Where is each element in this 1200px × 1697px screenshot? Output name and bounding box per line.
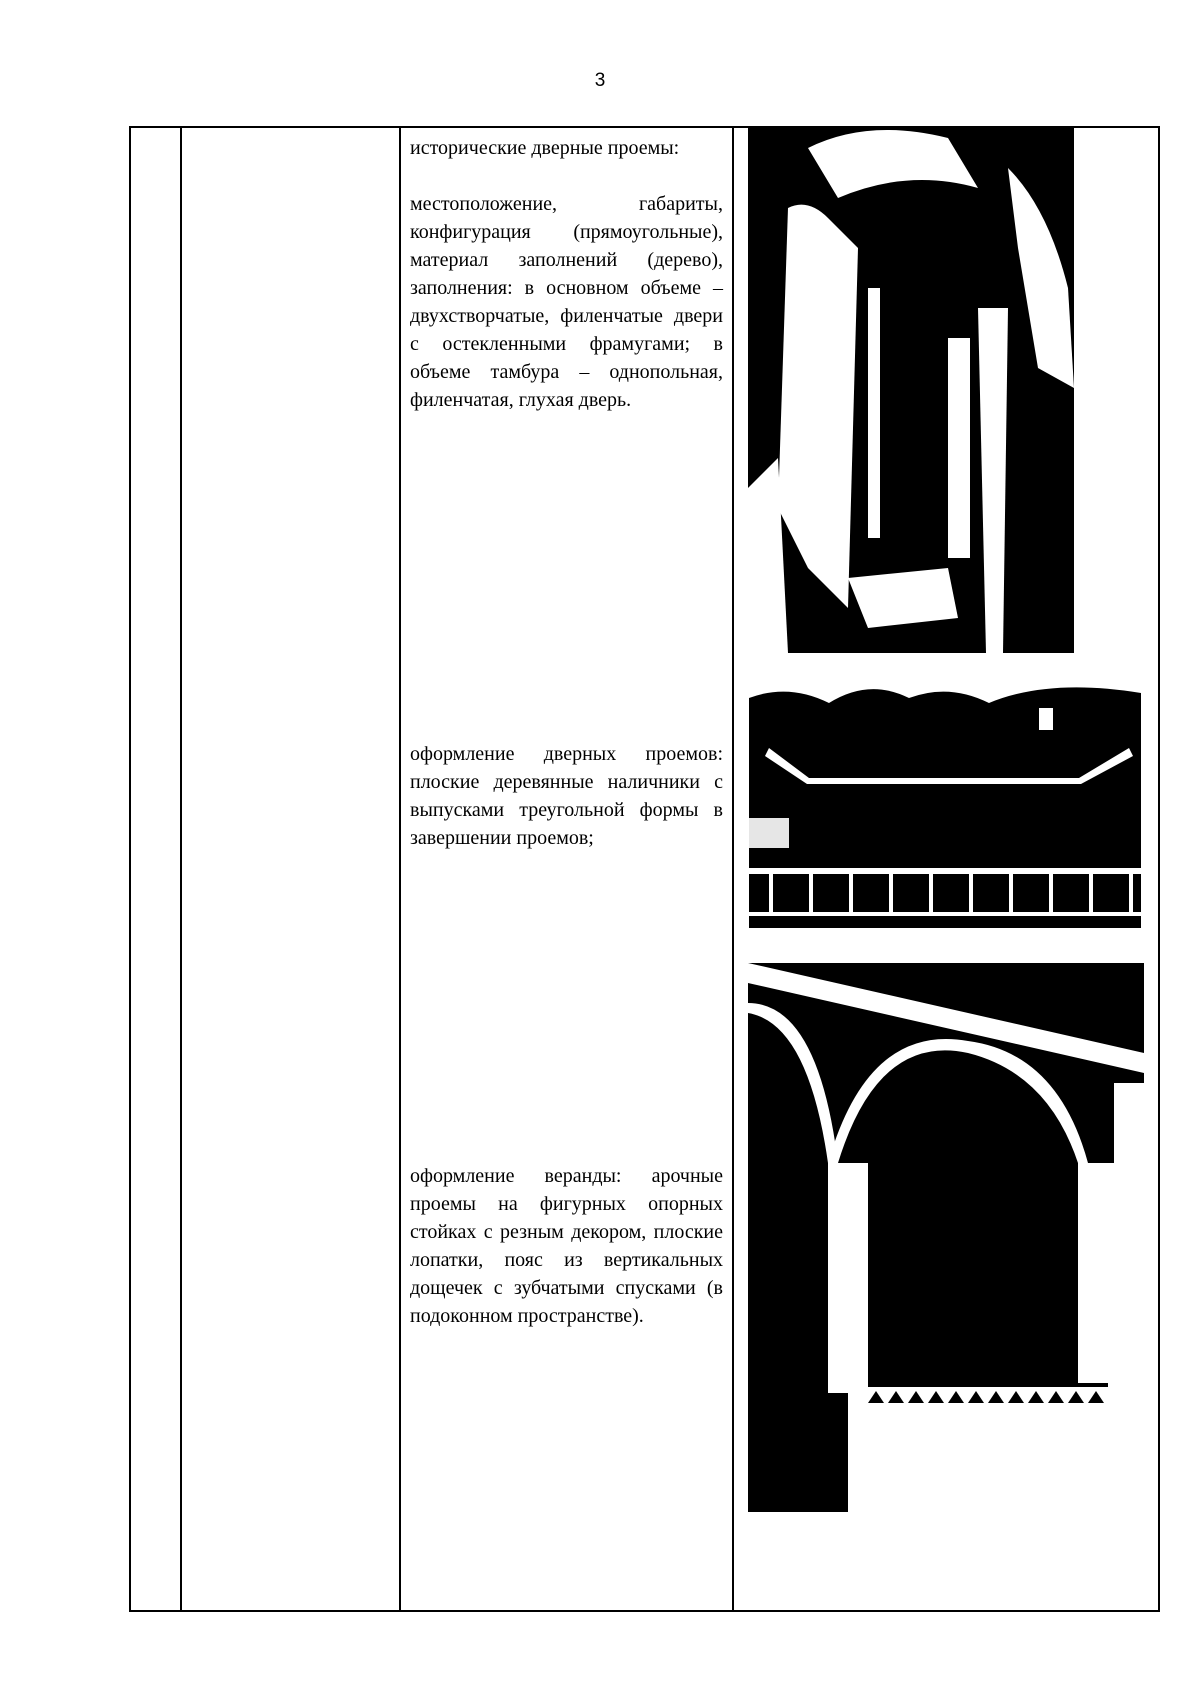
paragraph-gap [410, 162, 723, 190]
description-veranda [410, 1162, 723, 1330]
document-table [129, 126, 1160, 1612]
paragraph: оформление дверных проемов: плоские деревянные наличники с выпусками треугольной формы в завершении проемов; [410, 743, 723, 849]
doorway-photo [748, 128, 1074, 653]
column-divider-3 [732, 128, 734, 1610]
paragraph: исторические дверные проемы: [410, 137, 680, 159]
column-divider-2 [399, 128, 401, 1610]
facade-photo [749, 678, 1141, 934]
description-door-trim [410, 740, 723, 852]
description-doorways [410, 134, 723, 414]
page-number: 3 [594, 70, 606, 91]
veranda-arches-photo [748, 963, 1144, 1512]
column-divider-1 [180, 128, 182, 1610]
paragraph: местоположение, габариты, конфигурация (прямоугольные), материал заполнений (дерево), заполнения: в основном объеме – двухстворчатые, филенчатые двери с остекленными фрамугами; в объеме тамбура – однопольная, филенчатая, глухая дверь. [410, 193, 723, 411]
paragraph: оформление веранды: арочные проемы на фигурных опорных стойках с резным декором, плоские лопатки, пояс из вертикальных дощечек с зубчатыми спусками (в подоконном пространстве). [410, 1165, 723, 1327]
